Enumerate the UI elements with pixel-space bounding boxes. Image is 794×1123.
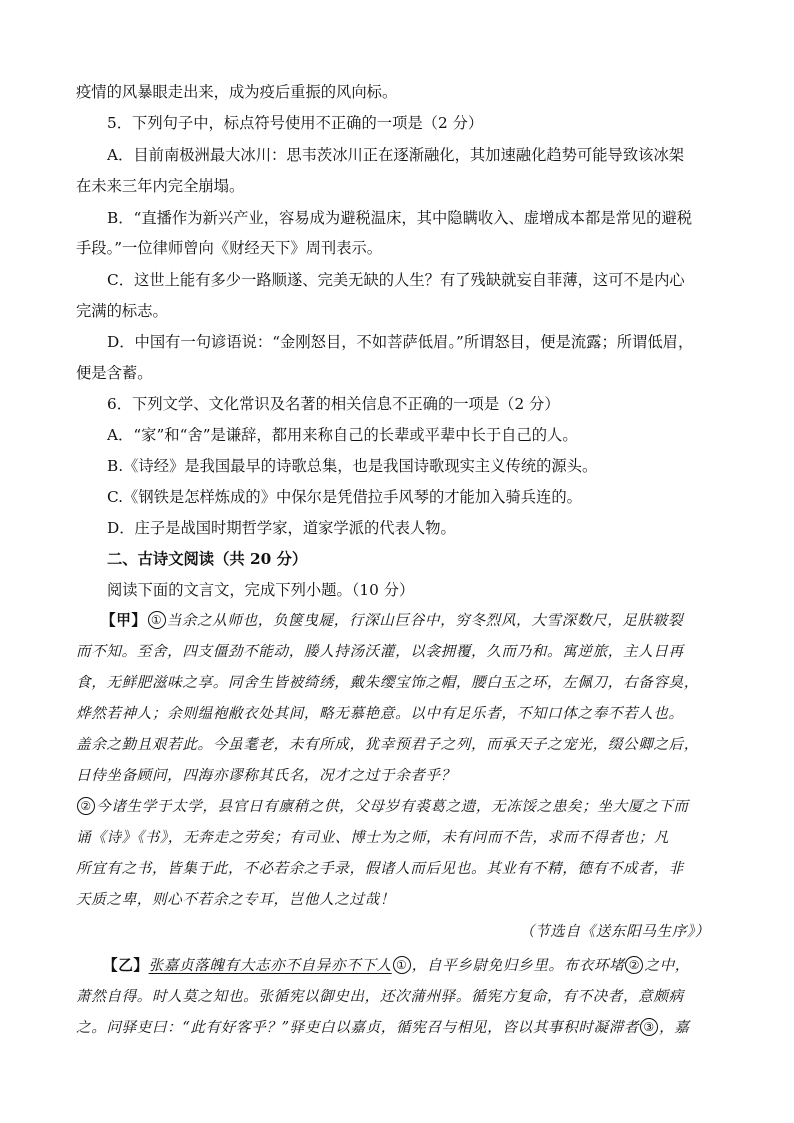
jia-tag: 【甲】 [101, 612, 147, 629]
q5-option-b: B．“直播作为新兴产业，容易成为避税温床，其中隐瞒收入、虚增成本都是常见的避税 [107, 209, 693, 227]
q5-option-b-cont: 手段。”一位律师曾向《财经天下》周刊表示。 [76, 239, 383, 257]
q6-option-d: D．庄子是战国时期哲学家，道家学派的代表人物。 [107, 519, 456, 537]
q6-option-b: B.《诗经》是我国最早的诗歌总集，也是我国诗歌现实主义传统的源头。 [107, 457, 598, 475]
passage-jia-para2-line [76, 797, 689, 817]
passage-text: 之。问驿吏曰：“此有好客乎？”驿吏白以嘉贞，循宪召与相见，咨以其事积时凝滞者 [76, 1019, 640, 1036]
passage-text: 烨然若神人；余则缊袍敝衣处其间，略无慕艳意。以中有足乐者，不知口体之奉不若人也。 [76, 705, 684, 722]
passage-text: 之中， [644, 957, 691, 974]
q5-option-d-cont: 便是含蓄。 [76, 364, 153, 382]
passage-text: 所宜有之书，皆集于此，不必若余之手录，假诸人而后见也。其业有不精，德有不成者，非 [76, 860, 684, 877]
passage-text: ，嘉 [659, 1019, 690, 1036]
question-5-stem: 5．下列句子中，标点符号使用不正确的一项是（2 分） [107, 114, 484, 132]
passage-text: 而不知。至舍，四支僵劲不能动，媵人持汤沃灌，以衾拥覆，久而乃和。寓逆旅，主人日再 [76, 643, 684, 660]
passage-text: 盖余之勤且艰若此。今虽耄老，未有所成，犹幸预君子之列，而承天子之宠光，缀公卿之后， [76, 736, 699, 753]
question-6-stem: 6．下列文学、文化常识及名著的相关信息不正确的一项是（2 分） [107, 395, 560, 413]
passage-text: 食，无鲜肥滋味之享。同舍生皆被绮绣，戴朱缨宝饰之帽，腰白玉之环，左佩刀，右备容臭， [76, 674, 699, 691]
passage-text: 诵《诗》《书》，无奔走之劳矣；有司业、博士为之师，未有问而不告，求而不得者也；凡 [76, 829, 670, 846]
para-number-2: ② [77, 797, 95, 815]
passage-yi-line [103, 956, 690, 976]
q5-option-d: D．中国有一句谚语说：“金刚怒目，不如菩萨低眉。”所谓怒目，便是流露；所谓低眉， [107, 333, 694, 351]
section-2-heading: 二、古诗文阅读（共 20 分） [107, 550, 308, 568]
passage-text: 天质之卑，则心不若余之专耳，岂他人之过哉！ [76, 891, 396, 908]
note-number-2: ② [625, 956, 643, 974]
passage-text: 日侍坐备顾问，四海亦谬称其氏名，况才之过于余者乎？ [76, 767, 456, 784]
yi-tag: 【乙】 [103, 957, 149, 974]
q6-option-c: C.《钢铁是怎样炼成的》中保尔是凭借拉手风琴的才能加入骑兵连的。 [107, 488, 582, 506]
passage-text: 今诸生学于太学，县官日有廪稍之供，父母岁有裘葛之遗，无冻馁之患矣；坐大厦之下而 [96, 798, 689, 815]
note-number-1: ① [393, 956, 411, 974]
q5-option-a-cont: 在未来三年内完全崩塌。 [76, 177, 245, 195]
passage-text: 当余之从师也，负箧曳屣，行深山巨谷中，穷冬烈风，大雪深数尺，足肤皲裂 [166, 612, 684, 629]
passage-text: ，自平乡尉免归乡里。布衣环堵 [411, 957, 625, 974]
passage-text: 萧然自得。时人莫之知也。张循宪以御史出，还次蒲州驿。循宪方复命，有不决者，意颇病 [76, 988, 684, 1005]
q6-option-a: A．“家”和“舍”是谦辞，都用来称自己的长辈或平辈中长于自己的人。 [107, 426, 578, 444]
underlined-sentence: 张嘉贞落魄有大志亦不自异亦不下人 [148, 957, 392, 974]
q5-option-c-cont: 完满的标志。 [76, 302, 168, 320]
q5-option-a: A．目前南极洲最大冰川：思韦茨冰川正在逐渐融化，其加速融化趋势可能导致该冰架 [107, 146, 685, 164]
passage-jia-line [101, 611, 683, 631]
para-number-1: ① [148, 611, 166, 629]
note-number-3: ③ [640, 1018, 658, 1036]
q5-option-c: C．这世上能有多少一路顺遂、完美无缺的人生？有了残缺就妄自菲薄，这可不是内心 [107, 271, 685, 289]
reading-instruction: 阅读下面的文言文，完成下列小题。（10 分） [107, 581, 415, 599]
passage-source: （节选自《送东阳马生序》） [519, 923, 710, 940]
text-line: 疫情的风暴眼走出来，成为疫后重振的风向标。 [76, 83, 398, 101]
passage-yi-line [76, 1018, 690, 1038]
